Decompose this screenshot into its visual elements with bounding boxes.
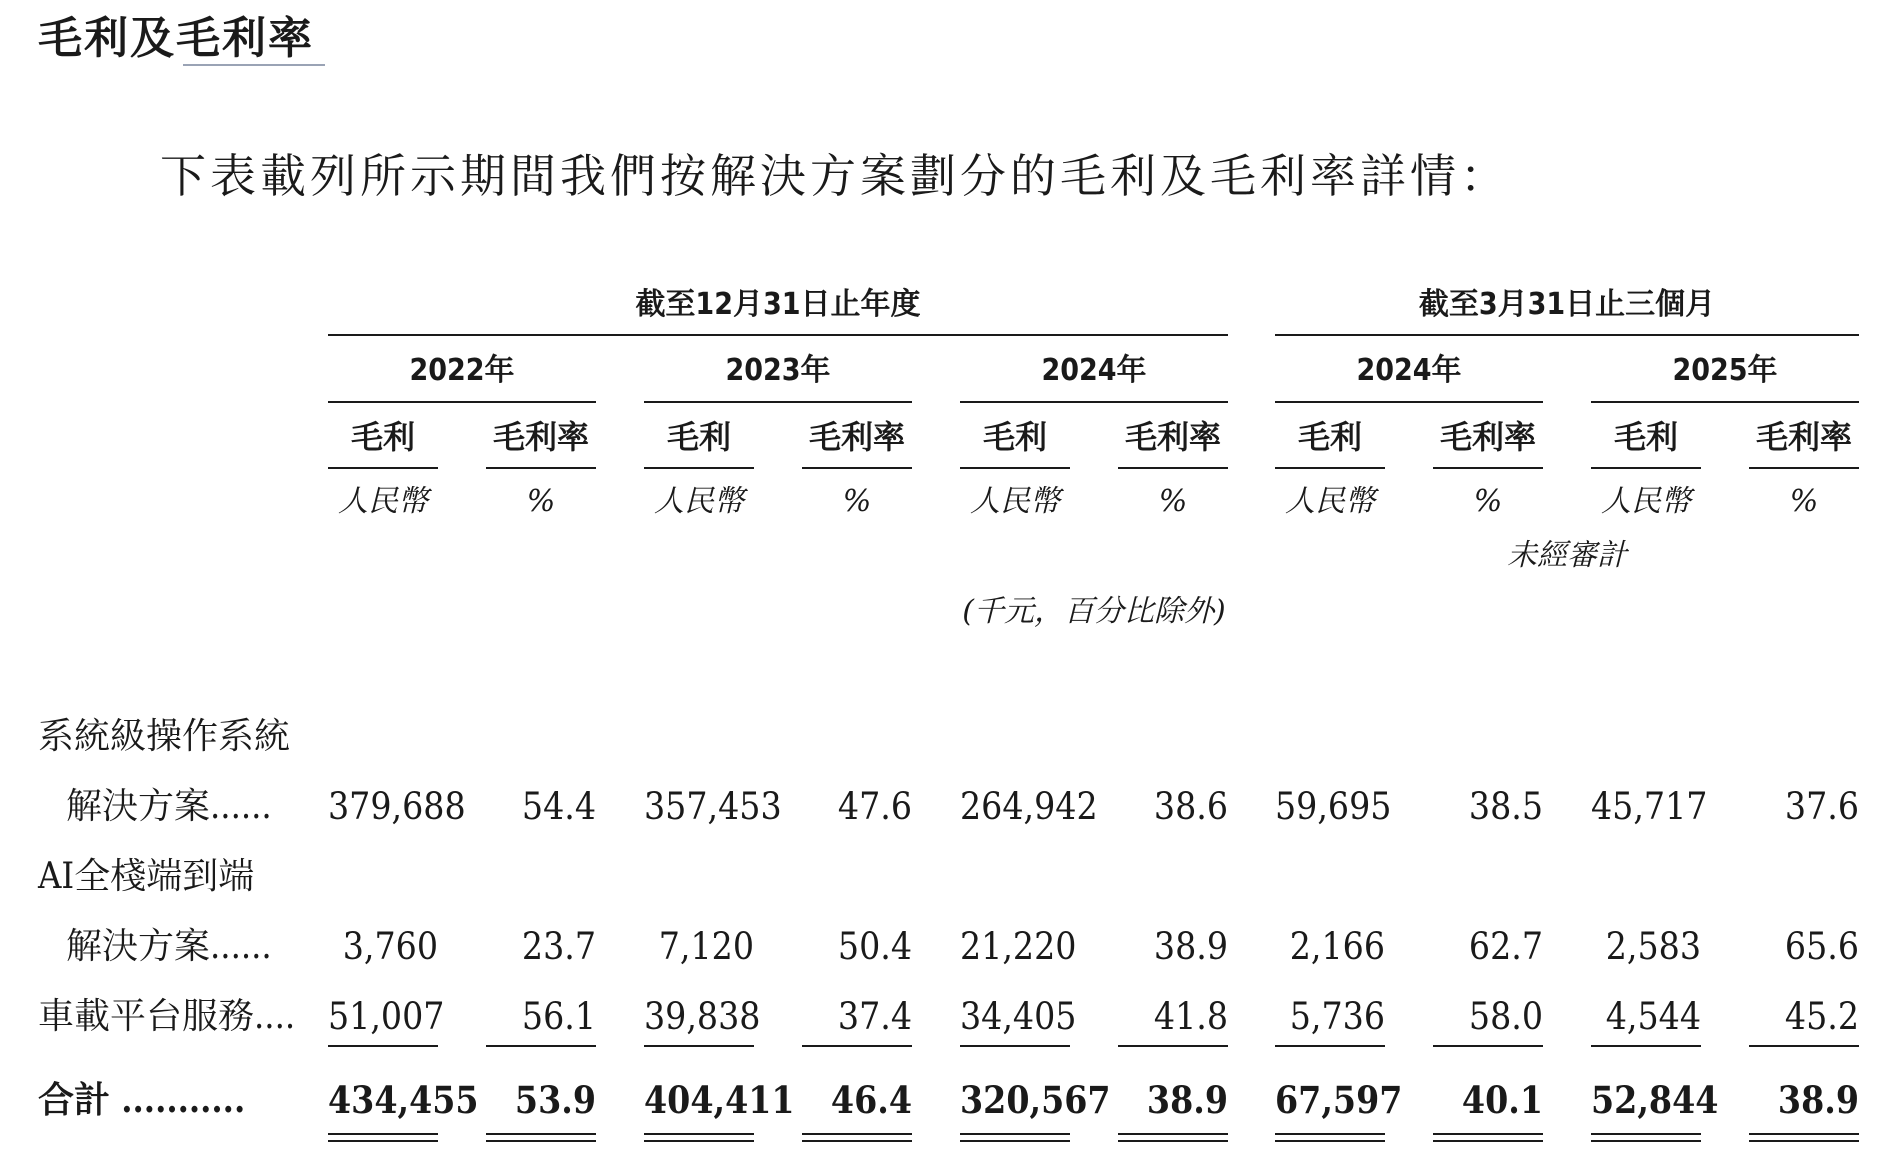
table-cell: 38.9 xyxy=(1153,925,1228,968)
year-header-2024: 2024年 xyxy=(1041,353,1147,388)
table-cell: 45,717 xyxy=(1591,785,1708,828)
table-cell: 379,688 xyxy=(328,785,466,828)
table-cell: 37.4 xyxy=(837,995,912,1038)
total-cell: 320,567 xyxy=(960,1078,1111,1122)
units-note: (千元，百分比除外) xyxy=(962,594,1226,629)
total-double-rule xyxy=(328,1140,438,1142)
unit-currency: 人民幣 xyxy=(654,484,744,519)
row-label-line: AI全棧端到端 xyxy=(38,856,255,897)
col-rule xyxy=(1749,467,1859,469)
subtotal-rule xyxy=(1591,1045,1701,1047)
unit-percent: % xyxy=(1158,484,1188,519)
table-cell: 39,838 xyxy=(644,995,761,1038)
unit-currency: 人民幣 xyxy=(1601,484,1691,519)
total-double-rule xyxy=(1749,1133,1859,1135)
unit-currency: 人民幣 xyxy=(970,484,1060,519)
total-cell: 434,455 xyxy=(328,1078,479,1122)
col-header-gross-profit: 毛利 xyxy=(1297,418,1362,456)
subtotal-rule xyxy=(328,1045,438,1047)
subtotal-rule xyxy=(1433,1045,1543,1047)
total-double-rule xyxy=(802,1133,912,1135)
table-cell: 38.6 xyxy=(1153,785,1228,828)
total-double-rule xyxy=(486,1140,596,1142)
col-header-margin: 毛利率 xyxy=(808,418,905,456)
col-rule xyxy=(328,467,438,469)
total-double-rule xyxy=(802,1140,912,1142)
row-label-line: 車載平台服務.... xyxy=(38,996,296,1037)
col-header-margin: 毛利率 xyxy=(1439,418,1536,456)
year-header-q1-2024: 2024年 xyxy=(1356,353,1462,388)
total-cell: 404,411 xyxy=(644,1078,795,1122)
year-rule-2024 xyxy=(960,401,1228,403)
col-header-margin: 毛利率 xyxy=(1124,418,1221,456)
col-rule xyxy=(1591,467,1701,469)
table-cell: 357,453 xyxy=(644,785,782,828)
unit-currency: 人民幣 xyxy=(1285,484,1375,519)
subtotal-rule xyxy=(1749,1045,1859,1047)
total-double-rule xyxy=(960,1140,1070,1142)
subtotal-rule xyxy=(1118,1045,1228,1047)
col-rule xyxy=(486,467,596,469)
col-header-gross-profit: 毛利 xyxy=(350,418,415,456)
total-cell: 53.9 xyxy=(514,1078,596,1122)
table-cell: 54.4 xyxy=(521,785,596,828)
year-header-q1-2025: 2025年 xyxy=(1672,353,1778,388)
col-rule xyxy=(802,467,912,469)
table-cell: 264,942 xyxy=(960,785,1098,828)
total-double-rule xyxy=(1591,1133,1701,1135)
year-header-2022: 2022年 xyxy=(409,353,515,388)
table-cell: 50.4 xyxy=(837,925,912,968)
table-cell: 34,405 xyxy=(960,995,1077,1038)
total-double-rule xyxy=(1591,1140,1701,1142)
col-header-margin: 毛利率 xyxy=(1755,418,1852,456)
col-rule xyxy=(1433,467,1543,469)
table-cell: 5,736 xyxy=(1289,995,1385,1038)
total-double-rule xyxy=(1275,1140,1385,1142)
table-cell: 4,544 xyxy=(1605,995,1701,1038)
title-underline xyxy=(183,64,325,66)
subtotal-rule xyxy=(802,1045,912,1047)
total-cell: 38.9 xyxy=(1777,1078,1859,1122)
table-cell: 47.6 xyxy=(837,785,912,828)
total-double-rule xyxy=(1118,1133,1228,1135)
intro-paragraph: 下表載列所示期間我們按解決方案劃分的毛利及毛利率詳情： xyxy=(160,149,1510,203)
row-label-line: 解決方案...... xyxy=(66,926,272,967)
total-cell: 40.1 xyxy=(1461,1078,1543,1122)
table-cell: 56.1 xyxy=(521,995,596,1038)
table-cell: 45.2 xyxy=(1784,995,1859,1038)
table-cell: 65.6 xyxy=(1784,925,1859,968)
table-cell: 41.8 xyxy=(1153,995,1228,1038)
table-cell: 7,120 xyxy=(658,925,754,968)
subtotal-rule xyxy=(644,1045,754,1047)
unit-percent: % xyxy=(526,484,556,519)
row-label-line: 解決方案...... xyxy=(66,786,272,827)
table-cell: 37.6 xyxy=(1784,785,1859,828)
table-cell: 59,695 xyxy=(1275,785,1392,828)
table-cell: 21,220 xyxy=(960,925,1077,968)
unaudited-note: 未經審計 xyxy=(1507,538,1627,573)
subtotal-rule xyxy=(960,1045,1070,1047)
table-cell: 58.0 xyxy=(1468,995,1543,1038)
total-cell: 67,597 xyxy=(1275,1078,1403,1122)
total-double-rule xyxy=(486,1133,596,1135)
total-label: 合計 ........... xyxy=(38,1079,246,1121)
unit-percent: % xyxy=(842,484,872,519)
unit-percent: % xyxy=(1473,484,1503,519)
col-rule xyxy=(960,467,1070,469)
unit-currency: 人民幣 xyxy=(338,484,428,519)
total-double-rule xyxy=(644,1133,754,1135)
year-rule-2022 xyxy=(328,401,596,403)
table-cell: 2,583 xyxy=(1605,925,1701,968)
col-rule xyxy=(1275,467,1385,469)
unit-percent: % xyxy=(1789,484,1819,519)
table-cell: 62.7 xyxy=(1468,925,1543,968)
total-double-rule xyxy=(1749,1140,1859,1142)
total-double-rule xyxy=(960,1133,1070,1135)
year-rule-q1-2024 xyxy=(1275,401,1543,403)
table-cell: 2,166 xyxy=(1289,925,1385,968)
year-rule-q1-2025 xyxy=(1591,401,1859,403)
subtotal-rule xyxy=(486,1045,596,1047)
group-rule-fiscal-year xyxy=(328,334,1228,336)
col-header-gross-profit: 毛利 xyxy=(666,418,731,456)
subtotal-rule xyxy=(1275,1045,1385,1047)
total-double-rule xyxy=(1433,1133,1543,1135)
total-double-rule xyxy=(328,1133,438,1135)
table-cell: 3,760 xyxy=(342,925,438,968)
total-cell: 38.9 xyxy=(1146,1078,1228,1122)
col-rule xyxy=(1118,467,1228,469)
group-rule-three-months xyxy=(1275,334,1859,336)
row-label-line: 系統級操作系統 xyxy=(38,716,291,757)
col-header-margin: 毛利率 xyxy=(492,418,589,456)
col-header-gross-profit: 毛利 xyxy=(982,418,1047,456)
group-header-three-months: 截至3月31日止三個月 xyxy=(1418,287,1716,322)
total-double-rule xyxy=(1275,1133,1385,1135)
col-header-gross-profit: 毛利 xyxy=(1613,418,1678,456)
total-cell: 46.4 xyxy=(830,1078,912,1122)
table-cell: 23.7 xyxy=(521,925,596,968)
group-header-fiscal-year: 截至12月31日止年度 xyxy=(635,287,921,322)
table-cell: 51,007 xyxy=(328,995,445,1038)
total-cell: 52,844 xyxy=(1591,1078,1719,1122)
table-cell: 38.5 xyxy=(1468,785,1543,828)
total-double-rule xyxy=(1433,1140,1543,1142)
col-rule xyxy=(644,467,754,469)
year-rule-2023 xyxy=(644,401,912,403)
section-title: 毛利及毛利率 xyxy=(38,13,314,64)
total-double-rule xyxy=(644,1140,754,1142)
year-header-2023: 2023年 xyxy=(725,353,831,388)
total-double-rule xyxy=(1118,1140,1228,1142)
